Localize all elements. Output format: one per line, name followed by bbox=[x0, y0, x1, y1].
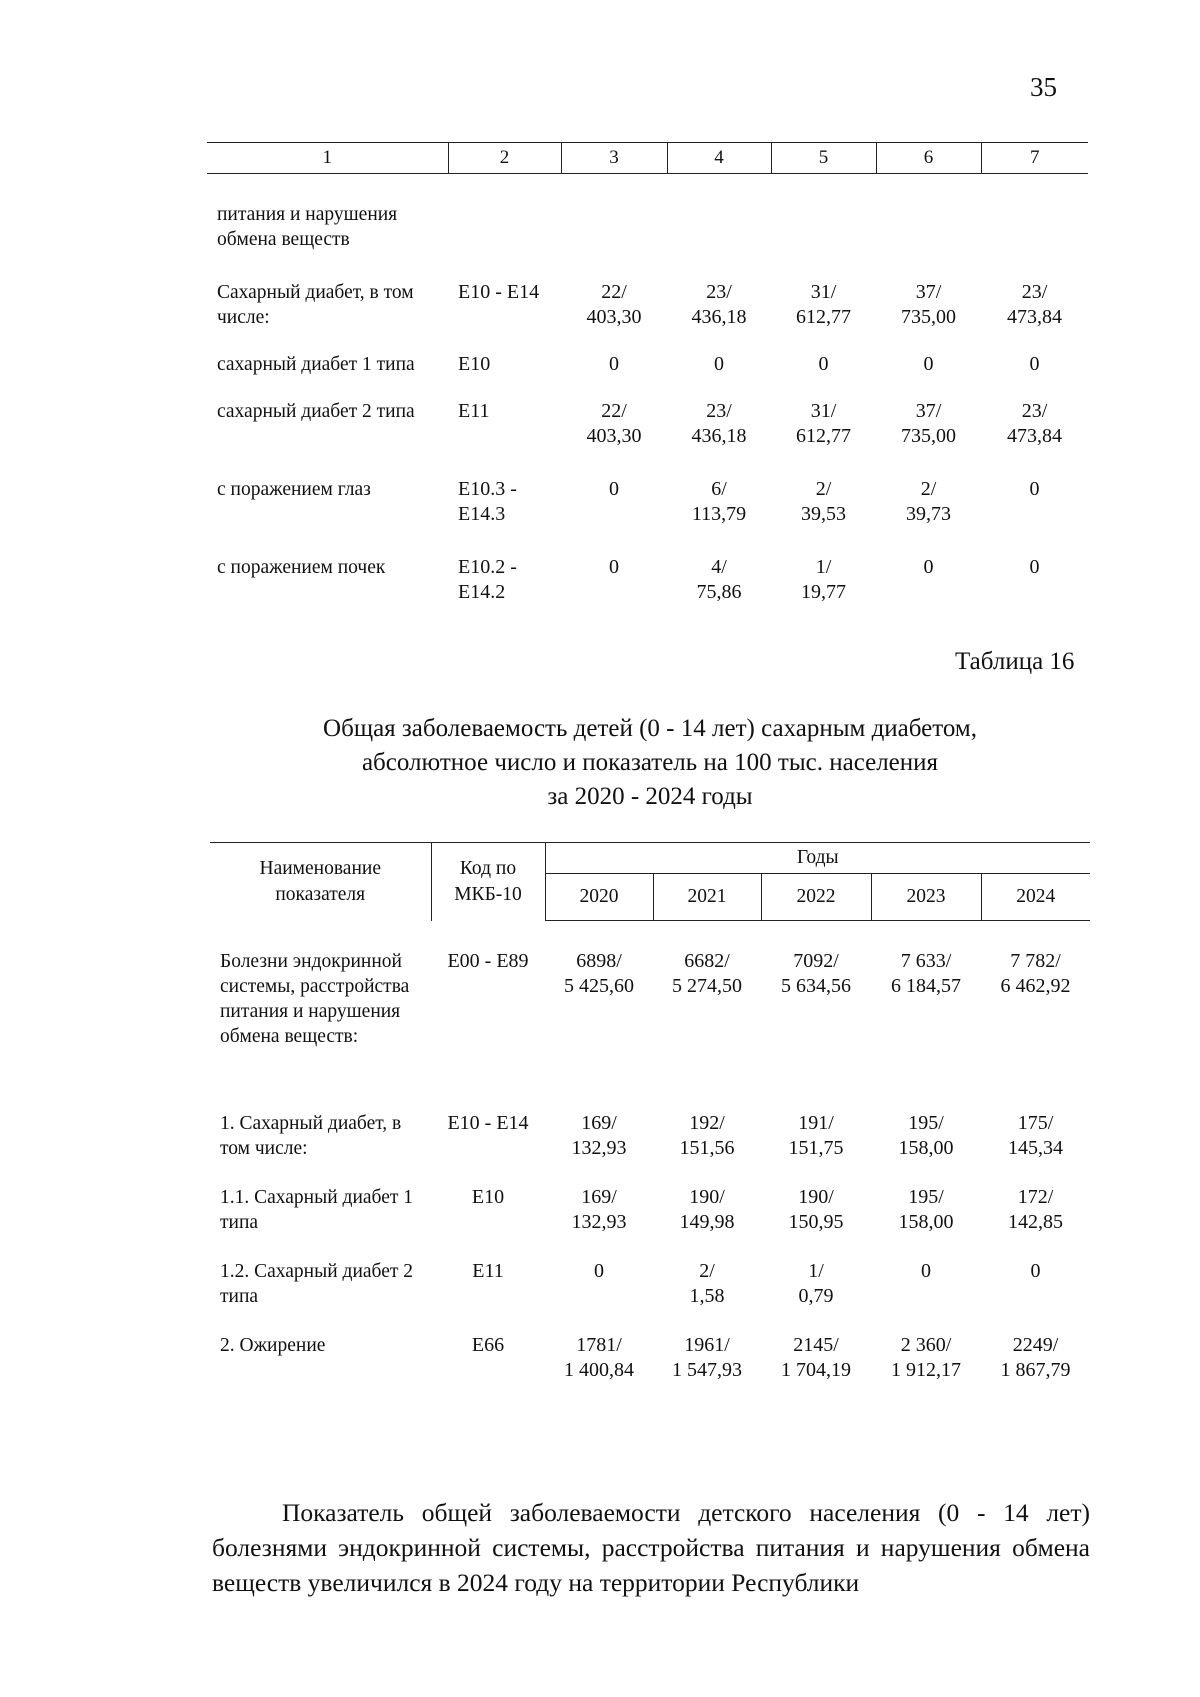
value-rate: 39,73 bbox=[906, 503, 951, 525]
table-row bbox=[210, 1309, 1090, 1383]
value-rate: 1 867,79 bbox=[1000, 1358, 1071, 1381]
value-cell bbox=[771, 174, 876, 253]
header-year: 2021 bbox=[653, 874, 761, 921]
header-name: Наименование показателя bbox=[210, 843, 431, 921]
value-rate: 6 184,57 bbox=[891, 975, 961, 997]
value-cell bbox=[981, 330, 1088, 377]
value-rate: 735,00 bbox=[901, 306, 956, 328]
value-cell bbox=[667, 527, 771, 605]
value-count: 0 bbox=[714, 353, 724, 375]
column-number: 2 bbox=[448, 143, 561, 174]
value-cell bbox=[876, 252, 981, 330]
value-count: 37/ bbox=[915, 400, 942, 422]
value-cell bbox=[871, 921, 981, 1049]
value-cell bbox=[561, 174, 667, 253]
row-code: E11 bbox=[472, 1259, 504, 1282]
value-count: 23/ bbox=[706, 281, 732, 303]
row-code: E10 bbox=[458, 353, 491, 375]
row-name: 2. Ожирение bbox=[220, 1334, 326, 1356]
value-count: 190/ bbox=[689, 1185, 725, 1208]
value-rate: 151,75 bbox=[788, 1136, 844, 1159]
value-rate: 1 547,93 bbox=[672, 1358, 742, 1381]
value-count: 31/ bbox=[810, 400, 837, 422]
row-name: Сахарный диабет, в том числе: bbox=[217, 282, 414, 328]
value-count: 2 360/ bbox=[900, 1333, 952, 1356]
column-number: 5 bbox=[771, 143, 876, 174]
value-cell bbox=[561, 449, 667, 527]
value-rate: 403,30 bbox=[586, 306, 642, 328]
value-cell bbox=[761, 1161, 871, 1235]
value-count: 22/ bbox=[601, 400, 627, 422]
value-count: 195/ bbox=[908, 1111, 944, 1134]
value-count: 37/ bbox=[915, 281, 942, 303]
value-cell bbox=[981, 449, 1088, 527]
value-cell bbox=[871, 1161, 981, 1235]
value-rate: 158,00 bbox=[898, 1210, 954, 1233]
value-count: 7092/ bbox=[793, 950, 839, 972]
value-cell bbox=[981, 252, 1088, 330]
value-rate: 473,84 bbox=[1007, 306, 1062, 328]
value-cell bbox=[653, 1235, 761, 1309]
value-count: 23/ bbox=[706, 400, 732, 422]
body-paragraph: Показатель общей заболеваемости детского населения (0 - 14 лет) болезнями эндокринной системы, расстройства питания и нарушения обмена веществ увеличился в 2024 году на территории Республики bbox=[212, 1498, 1090, 1597]
value-cell bbox=[761, 1235, 871, 1309]
value-cell bbox=[771, 252, 876, 330]
value-cell bbox=[545, 921, 653, 1049]
value-cell bbox=[667, 252, 771, 330]
value-count: 7 633/ bbox=[900, 950, 952, 972]
value-count: 195/ bbox=[908, 1185, 944, 1208]
value-rate: 151,56 bbox=[679, 1136, 735, 1159]
row-code: E66 bbox=[471, 1333, 505, 1356]
value-rate: 436,18 bbox=[691, 425, 747, 447]
value-rate: 436,18 bbox=[691, 306, 747, 328]
header-year: 2020 bbox=[545, 874, 653, 921]
value-rate: 158,00 bbox=[898, 1136, 954, 1159]
value-count: 1781/ bbox=[576, 1333, 622, 1356]
value-count: 0 bbox=[1029, 556, 1040, 578]
column-number: 6 bbox=[876, 143, 981, 174]
value-count: 0 bbox=[609, 353, 619, 375]
row-name: сахарный диабет 1 типа bbox=[217, 354, 415, 375]
value-count: 7 782/ bbox=[1010, 950, 1061, 972]
value-rate: 612,77 bbox=[796, 306, 851, 328]
value-rate: 0,79 bbox=[798, 1284, 834, 1307]
value-cell bbox=[653, 921, 761, 1049]
value-rate: 142,85 bbox=[1008, 1210, 1063, 1233]
value-cell bbox=[545, 1235, 653, 1309]
table-16 bbox=[210, 842, 1090, 1383]
value-cell bbox=[981, 1309, 1090, 1383]
row-code: E10.2 - E14.2 bbox=[458, 556, 517, 603]
value-cell bbox=[871, 1309, 981, 1383]
value-count: 0 bbox=[923, 556, 934, 578]
value-rate: 735,00 bbox=[901, 425, 956, 447]
value-count: 1/ bbox=[815, 556, 832, 578]
title-line: Общая заболеваемость детей (0 - 14 лет) сахарным диабетом, bbox=[323, 715, 977, 742]
row-code: E11 bbox=[458, 400, 490, 422]
value-count: 1961/ bbox=[684, 1333, 730, 1356]
row-code: E10.3 - E14.3 bbox=[458, 478, 517, 525]
value-rate: 1 912,17 bbox=[891, 1358, 961, 1381]
table-row bbox=[207, 330, 1088, 377]
value-count: 0 bbox=[1030, 1259, 1041, 1282]
column-number: 1 bbox=[207, 143, 448, 174]
value-count: 190/ bbox=[798, 1185, 834, 1208]
value-count: 6898/ bbox=[576, 950, 622, 972]
value-rate: 473,84 bbox=[1007, 425, 1062, 447]
row-code bbox=[448, 174, 561, 253]
value-rate: 150,95 bbox=[788, 1210, 844, 1233]
value-count: 172/ bbox=[1017, 1185, 1054, 1208]
value-cell bbox=[545, 1049, 653, 1161]
value-count: 0 bbox=[1029, 478, 1040, 500]
value-cell bbox=[561, 527, 667, 605]
table-row bbox=[207, 527, 1088, 605]
table-row bbox=[210, 1049, 1090, 1161]
value-cell bbox=[981, 377, 1088, 449]
value-cell bbox=[771, 377, 876, 449]
value-cell bbox=[771, 449, 876, 527]
value-count: 169/ bbox=[581, 1185, 617, 1208]
header-year: 2023 bbox=[871, 874, 981, 921]
value-count: 23/ bbox=[1021, 400, 1048, 422]
table-row bbox=[207, 252, 1088, 330]
table-row bbox=[210, 1161, 1090, 1235]
value-rate: 149,98 bbox=[679, 1210, 735, 1233]
row-code: E10 - E14 bbox=[458, 281, 540, 303]
value-count: 0 bbox=[818, 353, 829, 375]
row-name: с поражением почек bbox=[217, 557, 386, 578]
value-cell bbox=[667, 377, 771, 449]
value-rate: 403,30 bbox=[586, 425, 642, 447]
value-cell bbox=[876, 330, 981, 377]
value-cell bbox=[981, 1049, 1090, 1161]
value-rate: 132,93 bbox=[571, 1136, 627, 1159]
value-count: 0 bbox=[594, 1259, 604, 1282]
value-cell bbox=[653, 1161, 761, 1235]
value-rate: 113,79 bbox=[691, 503, 747, 525]
value-cell bbox=[876, 527, 981, 605]
value-cell bbox=[761, 921, 871, 1049]
value-count: 2/ bbox=[699, 1259, 715, 1282]
value-cell bbox=[771, 330, 876, 377]
row-code: E10 bbox=[471, 1185, 505, 1208]
value-rate: 39,53 bbox=[801, 503, 846, 525]
value-cell bbox=[761, 1049, 871, 1161]
column-number: 3 bbox=[561, 143, 667, 174]
value-cell bbox=[561, 252, 667, 330]
value-cell bbox=[545, 1309, 653, 1383]
value-cell bbox=[761, 1309, 871, 1383]
value-rate: 5 425,60 bbox=[564, 975, 634, 997]
row-name: с поражением глаз bbox=[217, 479, 371, 500]
row-code: E00 - E89 bbox=[447, 949, 529, 972]
value-count: 169/ bbox=[581, 1111, 617, 1134]
value-count: 192/ bbox=[689, 1111, 725, 1134]
value-rate: 75,86 bbox=[696, 581, 742, 603]
column-number-row bbox=[207, 143, 1088, 174]
value-cell bbox=[653, 1309, 761, 1383]
value-cell bbox=[981, 921, 1090, 1049]
value-count: 0 bbox=[923, 353, 934, 375]
value-count: 2249/ bbox=[1012, 1333, 1059, 1356]
value-cell bbox=[871, 1049, 981, 1161]
value-rate: 1 400,84 bbox=[564, 1358, 634, 1381]
value-count: 31/ bbox=[810, 281, 837, 303]
header-year: 2024 bbox=[981, 874, 1090, 921]
value-count: 0 bbox=[609, 478, 619, 500]
row-name: сахарный диабет 2 типа bbox=[217, 401, 415, 422]
continuation-table bbox=[207, 142, 1088, 605]
value-cell bbox=[981, 174, 1088, 253]
value-cell bbox=[771, 527, 876, 605]
value-rate: 145,34 bbox=[1008, 1136, 1063, 1159]
table-row bbox=[207, 449, 1088, 527]
value-rate: 132,93 bbox=[571, 1210, 627, 1233]
value-cell bbox=[545, 1161, 653, 1235]
value-cell bbox=[653, 1049, 761, 1161]
column-number: 4 bbox=[667, 143, 771, 174]
value-cell bbox=[981, 527, 1088, 605]
row-code: E10 - E14 bbox=[447, 1111, 529, 1134]
value-count: 23/ bbox=[1021, 281, 1048, 303]
value-cell bbox=[876, 174, 981, 253]
value-count: 0 bbox=[609, 556, 619, 578]
column-number: 7 bbox=[981, 143, 1088, 174]
value-count: 1/ bbox=[808, 1259, 824, 1282]
row-name: питания и нарушения обмена веществ bbox=[217, 204, 398, 250]
value-cell bbox=[667, 174, 771, 253]
value-count: 0 bbox=[1029, 353, 1040, 375]
value-rate: 6 462,92 bbox=[1000, 975, 1071, 997]
value-count: 4/ bbox=[711, 556, 727, 578]
title-line: за 2020 - 2024 годы bbox=[547, 783, 753, 810]
row-name: 1.2. Сахарный диабет 2 типа bbox=[220, 1260, 414, 1307]
value-count: 2/ bbox=[920, 478, 937, 500]
value-rate: 612,77 bbox=[796, 425, 851, 447]
value-cell bbox=[981, 1161, 1090, 1235]
header-code: Код по МКБ-10 bbox=[431, 843, 545, 921]
row-name: 1. Сахарный диабет, в том числе: bbox=[220, 1112, 402, 1159]
value-count: 0 bbox=[921, 1259, 931, 1282]
value-cell bbox=[561, 330, 667, 377]
value-count: 6682/ bbox=[684, 950, 730, 972]
title-line: абсолютное число и показатель на 100 тыс. населения bbox=[361, 749, 939, 776]
value-rate: 5 274,50 bbox=[672, 975, 742, 997]
value-cell bbox=[561, 377, 667, 449]
value-rate: 1 704,19 bbox=[781, 1358, 851, 1381]
value-cell bbox=[871, 1235, 981, 1309]
table-row bbox=[207, 377, 1088, 449]
value-cell bbox=[981, 1235, 1090, 1309]
value-rate: 19,77 bbox=[801, 581, 846, 603]
table-row bbox=[207, 174, 1088, 253]
value-count: 175/ bbox=[1017, 1111, 1054, 1134]
value-count: 6/ bbox=[711, 478, 727, 500]
header-years: Годы bbox=[545, 843, 1090, 874]
value-rate: 1,58 bbox=[689, 1284, 725, 1307]
header-year: 2022 bbox=[761, 874, 871, 921]
table-row bbox=[210, 921, 1090, 1049]
value-cell bbox=[667, 449, 771, 527]
table-row bbox=[210, 1235, 1090, 1309]
page-number: 35 bbox=[1030, 72, 1057, 102]
value-count: 191/ bbox=[798, 1111, 834, 1134]
table-label: Таблица 16 bbox=[955, 648, 1075, 675]
value-count: 22/ bbox=[601, 281, 627, 303]
value-cell bbox=[876, 449, 981, 527]
value-rate: 5 634,56 bbox=[781, 975, 851, 997]
value-cell bbox=[876, 377, 981, 449]
value-cell bbox=[667, 330, 771, 377]
value-count: 2/ bbox=[815, 478, 832, 500]
row-name: 1.1. Сахарный диабет 1 типа bbox=[220, 1186, 414, 1233]
value-count: 2145/ bbox=[793, 1333, 839, 1356]
row-name: Болезни эндокринной системы, расстройства питания и нарушения обмена веществ: bbox=[220, 950, 410, 1047]
table-title bbox=[200, 712, 1100, 814]
